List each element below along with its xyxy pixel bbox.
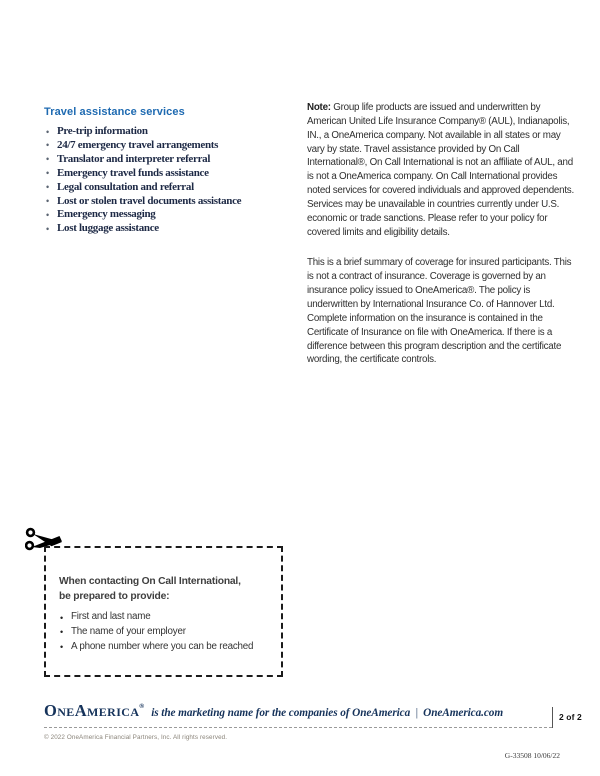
footer <box>44 701 552 721</box>
benefit-item: • Emergency travel funds assistance <box>44 167 300 181</box>
travel-services-heading: Travel assistance services <box>44 106 185 118</box>
cutout-heading-line1: When contacting On Call International, <box>59 576 241 587</box>
benefit-item: • Lost luggage assistance <box>44 222 300 236</box>
benefit-list <box>44 125 300 236</box>
cutout-box <box>44 546 283 677</box>
logo-tagline: is the marketing name for the companies of OneAmerica <box>151 707 411 719</box>
benefit-item: • Legal consultation and referral <box>44 181 300 195</box>
checklist-item: • The name of your employer <box>59 625 271 640</box>
form-code: G-33508 10/06/22 <box>504 751 560 760</box>
page-indicator: 2 of 2 <box>559 712 582 722</box>
page-number-tick <box>552 707 553 728</box>
checklist-item: • A phone number where you can be reached <box>59 640 271 655</box>
note-body: Group life products are issued and underwritten by American United Life Insurance Company® (AUL), Indianapolis, IN., a OneAmerica company. Not available in all states or may vary by state. Travel assistance provided by On Call International®, On Call International is not an affiliate of AUL, and is not a OneAmerica company. On Call International provides noted services for covered individuals and approved dependents. Services may be unavailable in countries currently under U.S. economic or trade sanctions. Please refer to your policy for covered limits and eligibility details. <box>307 102 574 238</box>
copyright-text: © 2022 OneAmerica Financial Partners, Inc. All rights reserved. <box>44 734 228 741</box>
benefit-item: • Translator and interpreter referral <box>44 153 300 167</box>
footer-divider <box>44 727 552 728</box>
cutout-content <box>46 548 281 654</box>
registered-mark: ® <box>139 703 145 710</box>
cutout-heading-line2: be prepared to provide: <box>59 590 170 602</box>
benefit-item: • Emergency messaging <box>44 208 300 222</box>
note-paragraph <box>307 101 575 239</box>
summary-paragraph: This is a brief summary of coverage for insured participants. This is not a contract of insurance. Coverage is governed by an insurance policy issued to OneAmerica®. The policy is underwritten by International Insurance Co. of Hannover Ltd. Complete information on the insurance is contained in the Certificate of Insurance on file with OneAmerica. If there is a difference between this program description and the certificate wording, the certificate controls. <box>307 257 572 366</box>
right-column <box>307 101 575 367</box>
left-column <box>44 106 300 236</box>
tagline-separator: | <box>415 707 419 719</box>
note-label: Note: <box>307 102 331 113</box>
benefit-item: • 24/7 emergency travel arrangements <box>44 139 300 153</box>
website-link[interactable]: OneAmerica.com <box>423 707 504 719</box>
checklist-item: • First and last name <box>59 610 271 625</box>
benefit-item: • Pre-trip information <box>44 125 300 139</box>
benefit-item: • Lost or stolen travel documents assistance <box>44 195 300 209</box>
contact-checklist <box>59 610 271 654</box>
oneamerica-logo: OneAmerica <box>44 701 140 720</box>
cutout-heading <box>59 575 271 604</box>
